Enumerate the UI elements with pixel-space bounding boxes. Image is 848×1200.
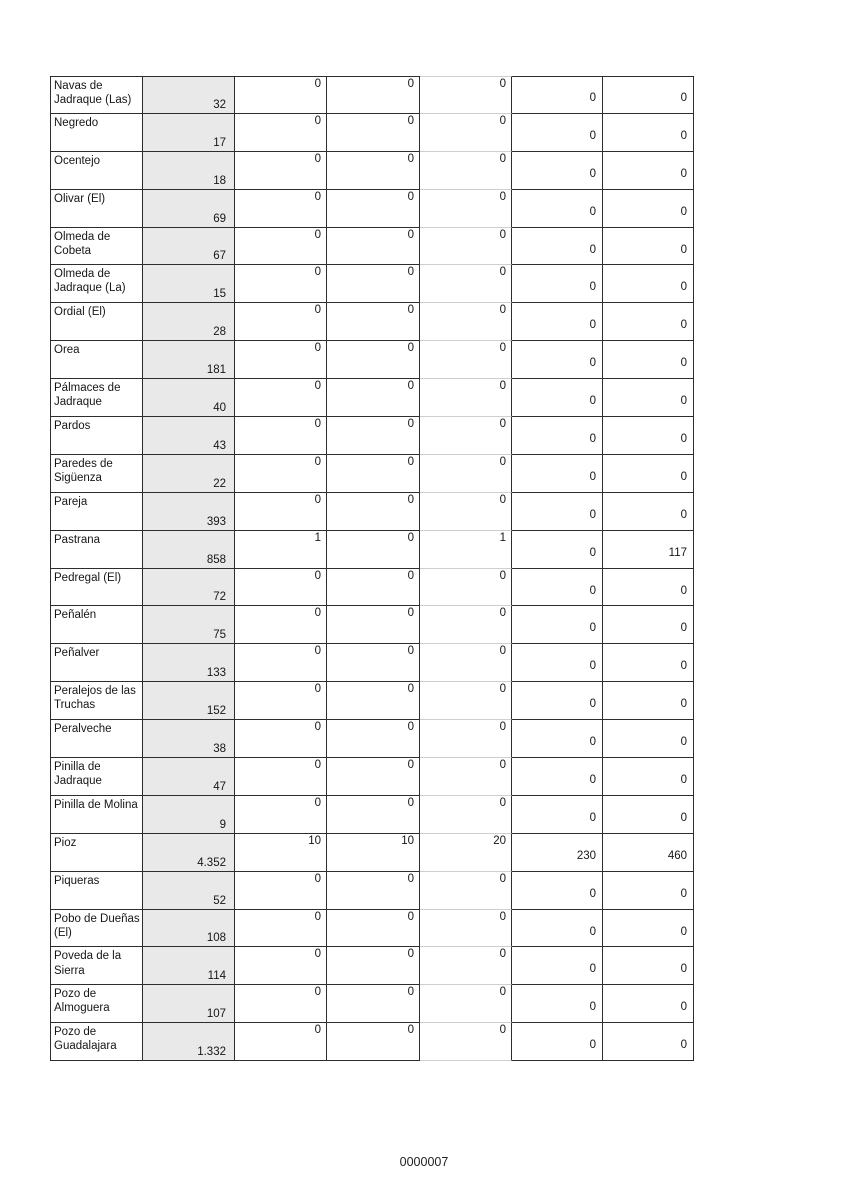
value-cell-5: 0 [603,569,694,607]
value-cell-3: 0 [420,114,512,152]
value-cell-2: 0 [327,341,420,379]
municipality-name: Ocentejo [50,152,143,190]
value-cell-4: 0 [512,114,603,152]
value-cell-1: 0 [235,1023,327,1061]
municipality-name: Paredes de Sigüenza [50,455,143,493]
value-cell-2: 0 [327,985,420,1023]
value-cell-3: 1 [420,531,512,569]
value-cell-4: 0 [512,152,603,190]
value-cell-2: 0 [327,569,420,607]
value-cell-4: 0 [512,606,603,644]
shaded-count-cell: 43 [143,417,235,455]
value-cell-5: 0 [603,379,694,417]
value-cell-5: 0 [603,265,694,303]
table-row [50,910,694,948]
value-cell-2: 0 [327,910,420,948]
value-cell-3: 0 [420,910,512,948]
value-cell-3: 0 [420,493,512,531]
value-cell-2: 0 [327,303,420,341]
value-cell-2: 0 [327,493,420,531]
municipality-name: Navas de Jadraque (Las) [50,76,143,114]
value-cell-2: 0 [327,872,420,910]
table-row [50,644,694,682]
table-row [50,796,694,834]
value-cell-1: 0 [235,228,327,266]
municipality-name: Pedregal (El) [50,569,143,607]
table-row [50,720,694,758]
value-cell-4: 0 [512,228,603,266]
value-cell-2: 0 [327,1023,420,1061]
value-cell-1: 0 [235,910,327,948]
value-cell-5: 0 [603,758,694,796]
municipality-name: Piqueras [50,872,143,910]
shaded-count-cell: 393 [143,493,235,531]
value-cell-5: 0 [603,682,694,720]
value-cell-4: 230 [512,834,603,872]
value-cell-1: 0 [235,682,327,720]
shaded-count-cell: 114 [143,947,235,985]
shaded-count-cell: 32 [143,76,235,114]
value-cell-1: 0 [235,76,327,114]
value-cell-2: 0 [327,76,420,114]
value-cell-5: 0 [603,910,694,948]
shaded-count-cell: 47 [143,758,235,796]
municipality-table [50,76,694,1061]
table-row [50,606,694,644]
value-cell-3: 0 [420,985,512,1023]
table-row [50,265,694,303]
municipality-name: Negredo [50,114,143,152]
table-row [50,758,694,796]
table-row [50,190,694,228]
shaded-count-cell: 72 [143,569,235,607]
shaded-count-cell: 181 [143,341,235,379]
value-cell-3: 0 [420,303,512,341]
table-body [50,76,694,1061]
municipality-name: Pinilla de Molina [50,796,143,834]
value-cell-2: 0 [327,114,420,152]
value-cell-1: 1 [235,531,327,569]
table-row [50,76,694,114]
value-cell-5: 0 [603,152,694,190]
shaded-count-cell: 52 [143,872,235,910]
value-cell-4: 0 [512,379,603,417]
table-row [50,303,694,341]
municipality-name: Pareja [50,493,143,531]
value-cell-4: 0 [512,341,603,379]
value-cell-3: 0 [420,265,512,303]
municipality-name: Pardos [50,417,143,455]
shaded-count-cell: 9 [143,796,235,834]
shaded-count-cell: 17 [143,114,235,152]
municipality-name: Poveda de la Sierra [50,947,143,985]
value-cell-3: 0 [420,417,512,455]
table-row [50,455,694,493]
value-cell-1: 0 [235,265,327,303]
value-cell-1: 0 [235,417,327,455]
value-cell-5: 460 [603,834,694,872]
shaded-count-cell: 28 [143,303,235,341]
value-cell-4: 0 [512,76,603,114]
value-cell-1: 0 [235,796,327,834]
municipality-name: Olmeda de Jadraque (La) [50,265,143,303]
value-cell-5: 0 [603,985,694,1023]
table-row [50,872,694,910]
table-row [50,1023,694,1061]
shaded-count-cell: 75 [143,606,235,644]
value-cell-1: 0 [235,341,327,379]
value-cell-2: 10 [327,834,420,872]
value-cell-2: 0 [327,455,420,493]
value-cell-2: 0 [327,682,420,720]
shaded-count-cell: 108 [143,910,235,948]
value-cell-3: 0 [420,190,512,228]
municipality-name: Ordial (El) [50,303,143,341]
value-cell-1: 0 [235,493,327,531]
value-cell-2: 0 [327,152,420,190]
value-cell-4: 0 [512,682,603,720]
table-row [50,341,694,379]
table-row [50,947,694,985]
value-cell-4: 0 [512,872,603,910]
municipality-name: Pozo de Almoguera [50,985,143,1023]
value-cell-2: 0 [327,758,420,796]
municipality-name: Peralveche [50,720,143,758]
value-cell-5: 0 [603,228,694,266]
municipality-name: Pastrana [50,531,143,569]
value-cell-2: 0 [327,644,420,682]
value-cell-1: 0 [235,303,327,341]
municipality-name: Pinilla de Jadraque [50,758,143,796]
municipality-name: Pozo de Guadalajara [50,1023,143,1061]
value-cell-5: 0 [603,303,694,341]
value-cell-5: 117 [603,531,694,569]
shaded-count-cell: 38 [143,720,235,758]
value-cell-5: 0 [603,1023,694,1061]
shaded-count-cell: 152 [143,682,235,720]
page-number: 0000007 [399,1155,449,1169]
municipality-name: Olmeda de Cobeta [50,228,143,266]
value-cell-1: 0 [235,985,327,1023]
value-cell-1: 10 [235,834,327,872]
value-cell-4: 0 [512,985,603,1023]
value-cell-1: 0 [235,455,327,493]
shaded-count-cell: 858 [143,531,235,569]
value-cell-3: 0 [420,341,512,379]
table-row [50,228,694,266]
value-cell-4: 0 [512,303,603,341]
value-cell-1: 0 [235,720,327,758]
municipality-name: Pálmaces de Jadraque [50,379,143,417]
value-cell-3: 0 [420,455,512,493]
value-cell-5: 0 [603,341,694,379]
shaded-count-cell: 107 [143,985,235,1023]
value-cell-5: 0 [603,606,694,644]
table-row [50,152,694,190]
table-row [50,114,694,152]
value-cell-2: 0 [327,720,420,758]
value-cell-1: 0 [235,872,327,910]
shaded-count-cell: 40 [143,379,235,417]
value-cell-2: 0 [327,417,420,455]
value-cell-2: 0 [327,228,420,266]
value-cell-4: 0 [512,947,603,985]
value-cell-2: 0 [327,379,420,417]
table-row [50,493,694,531]
value-cell-3: 0 [420,569,512,607]
shaded-count-cell: 22 [143,455,235,493]
shaded-count-cell: 67 [143,228,235,266]
value-cell-4: 0 [512,644,603,682]
value-cell-5: 0 [603,872,694,910]
value-cell-1: 0 [235,758,327,796]
value-cell-3: 0 [420,796,512,834]
value-cell-2: 0 [327,531,420,569]
value-cell-4: 0 [512,417,603,455]
shaded-count-cell: 69 [143,190,235,228]
table-row [50,531,694,569]
table-row [50,985,694,1023]
value-cell-1: 0 [235,947,327,985]
value-cell-2: 0 [327,606,420,644]
value-cell-3: 0 [420,720,512,758]
value-cell-3: 0 [420,1023,512,1061]
value-cell-1: 0 [235,190,327,228]
value-cell-2: 0 [327,796,420,834]
value-cell-4: 0 [512,569,603,607]
value-cell-5: 0 [603,644,694,682]
value-cell-4: 0 [512,1023,603,1061]
municipality-name: Peñalén [50,606,143,644]
municipality-name: Peñalver [50,644,143,682]
value-cell-5: 0 [603,493,694,531]
value-cell-1: 0 [235,114,327,152]
value-cell-1: 0 [235,569,327,607]
shaded-count-cell: 4.352 [143,834,235,872]
value-cell-2: 0 [327,265,420,303]
municipality-name: Olivar (El) [50,190,143,228]
value-cell-3: 0 [420,606,512,644]
value-cell-5: 0 [603,947,694,985]
value-cell-4: 0 [512,455,603,493]
value-cell-1: 0 [235,152,327,190]
value-cell-3: 0 [420,76,512,114]
table-row [50,834,694,872]
value-cell-5: 0 [603,455,694,493]
shaded-count-cell: 15 [143,265,235,303]
value-cell-4: 0 [512,531,603,569]
table-row [50,682,694,720]
value-cell-2: 0 [327,190,420,228]
value-cell-4: 0 [512,190,603,228]
municipality-name: Orea [50,341,143,379]
value-cell-3: 0 [420,379,512,417]
value-cell-5: 0 [603,720,694,758]
table-row [50,417,694,455]
value-cell-5: 0 [603,417,694,455]
table-row [50,569,694,607]
value-cell-3: 0 [420,682,512,720]
value-cell-3: 0 [420,228,512,266]
value-cell-3: 0 [420,947,512,985]
value-cell-1: 0 [235,379,327,417]
municipality-name: Peralejos de las Truchas [50,682,143,720]
value-cell-4: 0 [512,493,603,531]
value-cell-3: 0 [420,872,512,910]
value-cell-3: 0 [420,152,512,190]
shaded-count-cell: 133 [143,644,235,682]
value-cell-3: 20 [420,834,512,872]
value-cell-2: 0 [327,947,420,985]
value-cell-4: 0 [512,796,603,834]
value-cell-4: 0 [512,720,603,758]
value-cell-3: 0 [420,644,512,682]
table-row [50,379,694,417]
value-cell-4: 0 [512,265,603,303]
value-cell-3: 0 [420,758,512,796]
value-cell-4: 0 [512,758,603,796]
value-cell-5: 0 [603,796,694,834]
value-cell-1: 0 [235,644,327,682]
value-cell-5: 0 [603,76,694,114]
value-cell-5: 0 [603,190,694,228]
municipality-name: Pioz [50,834,143,872]
value-cell-4: 0 [512,910,603,948]
shaded-count-cell: 18 [143,152,235,190]
municipality-name: Pobo de Dueñas (El) [50,910,143,948]
value-cell-1: 0 [235,606,327,644]
value-cell-5: 0 [603,114,694,152]
shaded-count-cell: 1.332 [143,1023,235,1061]
